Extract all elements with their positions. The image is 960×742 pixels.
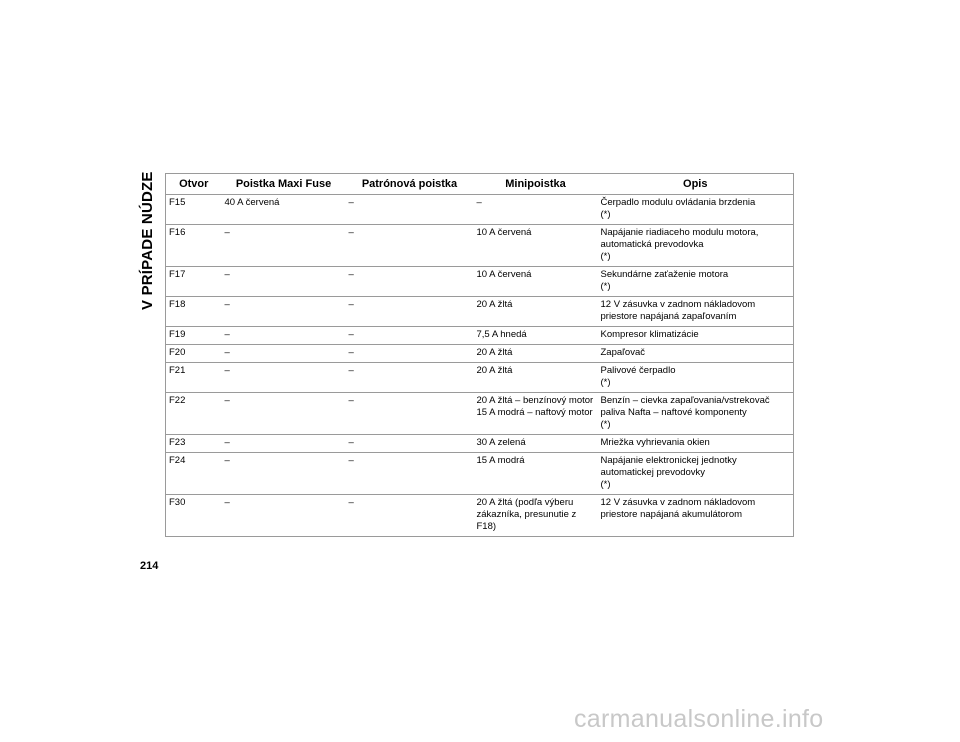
cell-cavity: F18: [166, 297, 222, 327]
cell-mini-fuse: 10 A červená: [474, 267, 598, 297]
fuse-table: [165, 173, 794, 537]
table-row: [166, 495, 794, 537]
cell-maxi-fuse: –: [222, 225, 346, 267]
cell-maxi-fuse: –: [222, 345, 346, 363]
table-row: [166, 195, 794, 225]
cell-cavity: F30: [166, 495, 222, 537]
cell-description: Kompresor klimatizácie: [598, 327, 794, 345]
page-number: 214: [140, 560, 159, 572]
table-row: [166, 453, 794, 495]
cell-cavity: F17: [166, 267, 222, 297]
watermark: carmanualsonline.info: [574, 705, 824, 733]
header-otvor: Otvor: [166, 174, 222, 195]
header-mini-fuse: Minipoistka: [474, 174, 598, 195]
cell-maxi-fuse: –: [222, 435, 346, 453]
cell-cavity: F22: [166, 393, 222, 435]
cell-cartridge-fuse: –: [346, 327, 474, 345]
cell-cartridge-fuse: –: [346, 393, 474, 435]
cell-cavity: F24: [166, 453, 222, 495]
header-maxi-fuse: Poistka Maxi Fuse: [222, 174, 346, 195]
table-row: [166, 267, 794, 297]
cell-description: Benzín – cievka zapaľovania/vstrekovač paliva Nafta – naftové komponenty (*): [598, 393, 794, 435]
cell-description: Napájanie riadiaceho modulu motora, automatická prevodovka (*): [598, 225, 794, 267]
cell-description: Čerpadlo modulu ovládania brzdenia (*): [598, 195, 794, 225]
cell-maxi-fuse: –: [222, 363, 346, 393]
table-row: [166, 225, 794, 267]
header-description: Opis: [598, 174, 794, 195]
cell-maxi-fuse: –: [222, 453, 346, 495]
cell-cartridge-fuse: –: [346, 435, 474, 453]
cell-cartridge-fuse: –: [346, 267, 474, 297]
cell-description: Sekundárne zaťaženie motora (*): [598, 267, 794, 297]
cell-maxi-fuse: –: [222, 327, 346, 345]
cell-mini-fuse: 20 A žltá: [474, 345, 598, 363]
cell-cartridge-fuse: –: [346, 345, 474, 363]
cell-cartridge-fuse: –: [346, 453, 474, 495]
cell-description: Mriežka vyhrievania okien: [598, 435, 794, 453]
cell-mini-fuse: 20 A žltá: [474, 363, 598, 393]
section-title: V PRÍPADE NÚDZE: [139, 171, 156, 310]
table-row: [166, 297, 794, 327]
header-cartridge-fuse: Patrónová poistka: [346, 174, 474, 195]
table-row: [166, 327, 794, 345]
cell-cavity: F23: [166, 435, 222, 453]
cell-maxi-fuse: –: [222, 495, 346, 537]
cell-cartridge-fuse: –: [346, 225, 474, 267]
cell-mini-fuse: 10 A červená: [474, 225, 598, 267]
cell-cavity: F15: [166, 195, 222, 225]
table-row: [166, 363, 794, 393]
cell-cavity: F21: [166, 363, 222, 393]
cell-maxi-fuse: –: [222, 393, 346, 435]
cell-description: 12 V zásuvka v zadnom nákladovom priestore napájaná akumulátorom: [598, 495, 794, 537]
cell-description: Zapaľovač: [598, 345, 794, 363]
cell-description: Palivové čerpadlo (*): [598, 363, 794, 393]
cell-mini-fuse: 30 A zelená: [474, 435, 598, 453]
cell-description: 12 V zásuvka v zadnom nákladovom priestore napájaná zapaľovaním: [598, 297, 794, 327]
cell-mini-fuse: 7,5 A hnedá: [474, 327, 598, 345]
cell-mini-fuse: 20 A žltá (podľa výberu zákazníka, presunutie z F18): [474, 495, 598, 537]
cell-cavity: F20: [166, 345, 222, 363]
cell-cartridge-fuse: –: [346, 363, 474, 393]
cell-mini-fuse: 20 A žltá: [474, 297, 598, 327]
table-row: [166, 345, 794, 363]
cell-cartridge-fuse: –: [346, 495, 474, 537]
cell-cartridge-fuse: –: [346, 297, 474, 327]
cell-cavity: F16: [166, 225, 222, 267]
table-row: [166, 435, 794, 453]
cell-mini-fuse: 20 A žltá – benzínový motor 15 A modrá – naftový motor: [474, 393, 598, 435]
cell-maxi-fuse: –: [222, 297, 346, 327]
cell-maxi-fuse: –: [222, 267, 346, 297]
table-row: [166, 393, 794, 435]
cell-cavity: F19: [166, 327, 222, 345]
cell-mini-fuse: 15 A modrá: [474, 453, 598, 495]
cell-cartridge-fuse: –: [346, 195, 474, 225]
cell-description: Napájanie elektronickej jednotky automatickej prevodovky (*): [598, 453, 794, 495]
table-header-row: [166, 174, 794, 195]
cell-mini-fuse: –: [474, 195, 598, 225]
cell-maxi-fuse: 40 A červená: [222, 195, 346, 225]
